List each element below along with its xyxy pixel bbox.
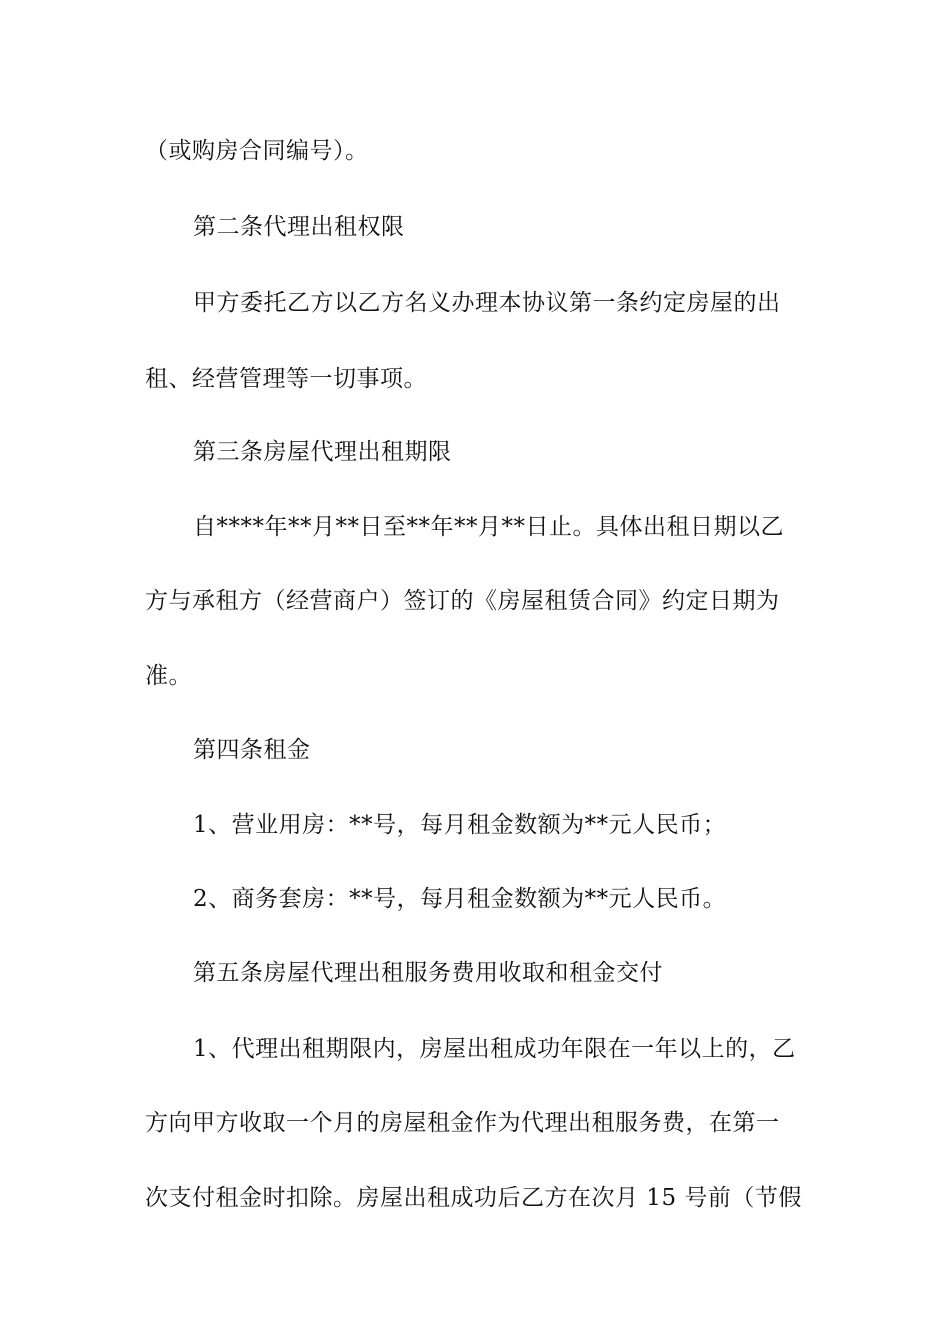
list-item: 2、商务套房：**号，每月租金数额为**元人民币。 bbox=[193, 886, 727, 912]
list-item: 1、营业用房：**号，每月租金数额为**元人民币； bbox=[193, 812, 727, 838]
paragraph-line: （或购房合同编号）。 bbox=[145, 138, 369, 164]
article-heading: 第四条租金 bbox=[193, 737, 311, 763]
paragraph-line: 甲方委托乙方以乙方名义办理本协议第一条约定房屋的出 bbox=[193, 290, 781, 316]
paragraph-line: 1、代理出租期限内，房屋出租成功年限在一年以上的，乙 bbox=[193, 1036, 796, 1062]
article-heading: 第五条房屋代理出租服务费用收取和租金交付 bbox=[193, 960, 663, 986]
article-heading: 第三条房屋代理出租期限 bbox=[193, 439, 452, 465]
paragraph-line: 自****年**月**日至**年**月**日止。具体出租日期以乙 bbox=[193, 514, 784, 540]
paragraph-line: 租、经营管理等一切事项。 bbox=[145, 366, 427, 392]
paragraph-line: 次支付租金时扣除。房屋出租成功后乙方在次月 15 号前（节假 bbox=[145, 1185, 802, 1211]
paragraph-line: 准。 bbox=[145, 663, 192, 689]
paragraph-line: 方向甲方收取一个月的房屋租金作为代理出租服务费，在第一 bbox=[145, 1110, 780, 1136]
article-heading: 第二条代理出租权限 bbox=[193, 214, 405, 240]
paragraph-line: 方与承租方（经营商户）签订的《房屋租赁合同》约定日期为 bbox=[145, 588, 780, 614]
